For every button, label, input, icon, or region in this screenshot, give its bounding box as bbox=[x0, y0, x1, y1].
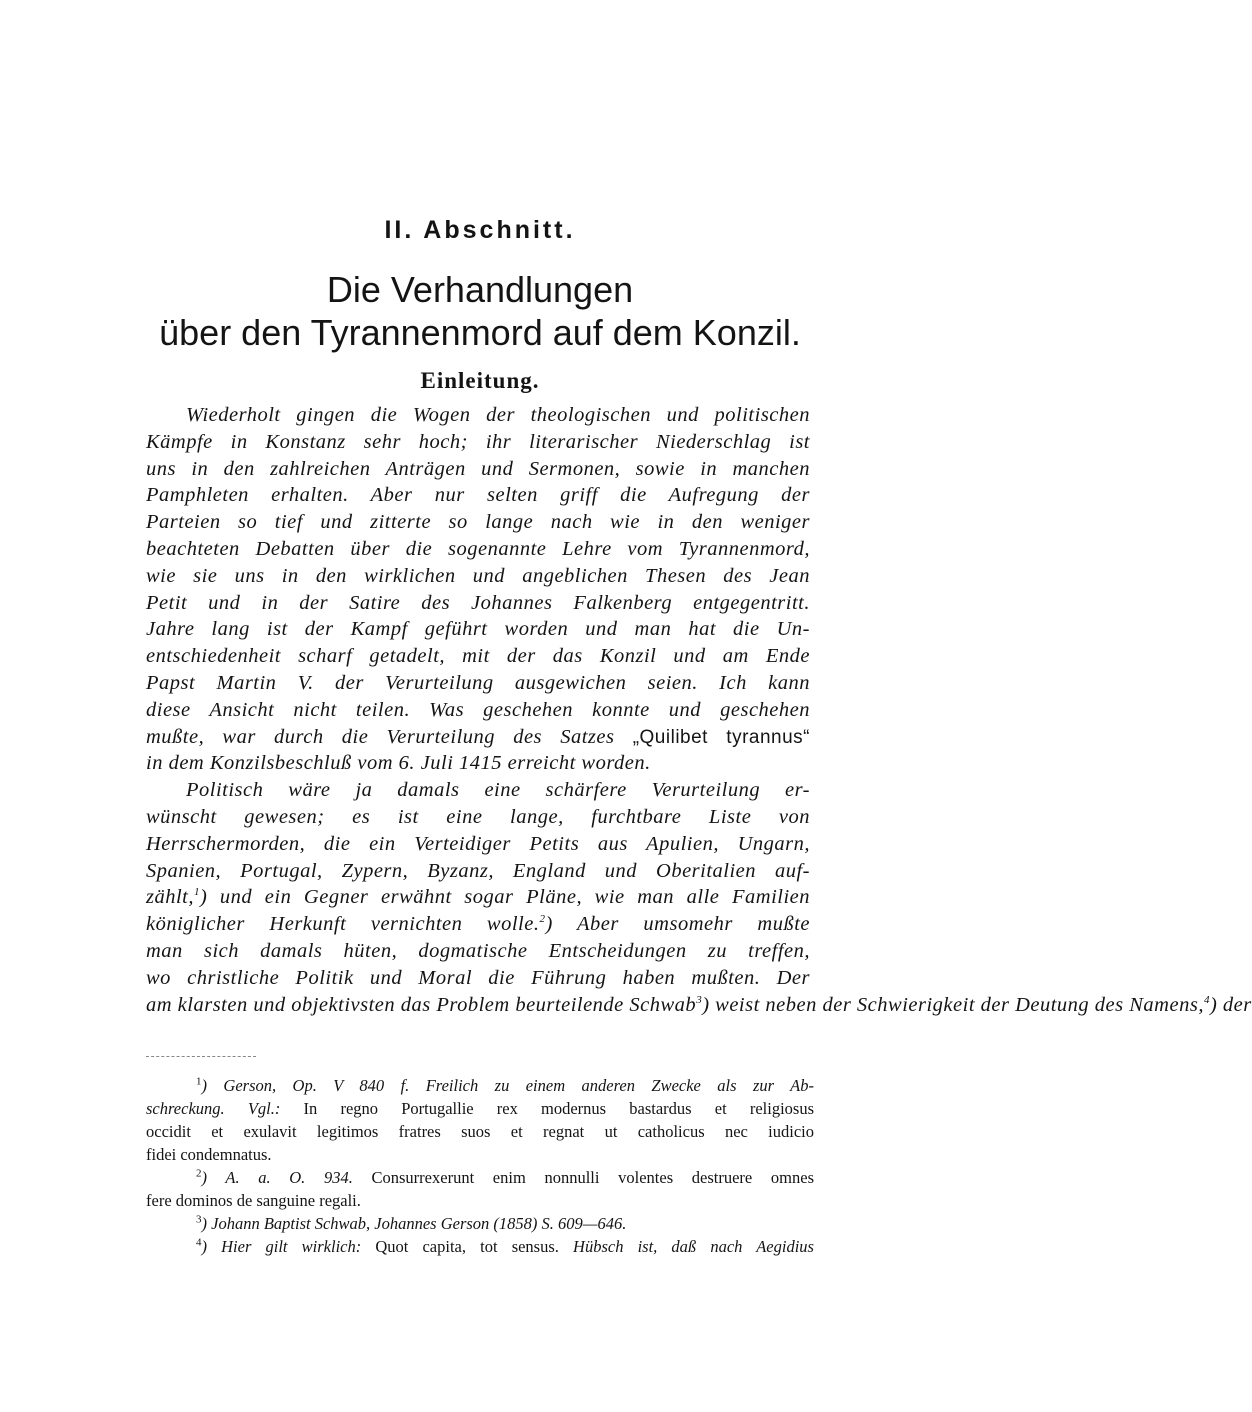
footnote-ref: 4 bbox=[1203, 993, 1210, 1006]
body-line: Pamphleten erhalten. Aber nur selten griff die Aufregung der bbox=[146, 484, 810, 507]
body-line: Jahre lang ist der Kampf geführt worden und man hat die Un- bbox=[146, 618, 810, 641]
body-line: Wiederholt gingen die Wogen der theologischen und politischen bbox=[186, 404, 810, 426]
footnote-ref: 2 bbox=[539, 913, 546, 926]
footnote-text: Consurrexerunt enim nonnulli volentes destruere omnes bbox=[352, 1168, 814, 1187]
footnote-mark: 1 bbox=[196, 1075, 202, 1088]
footnote-1 bbox=[146, 1074, 814, 1097]
body-line-part: zählt, bbox=[146, 886, 194, 909]
body-line-part: ) Aber umsomehr mußte bbox=[545, 913, 810, 936]
body-line: diese Ansicht nicht teilen. Was geschehen konnte und geschehen bbox=[146, 698, 810, 721]
footnote-divider bbox=[146, 1056, 256, 1057]
footnote-text: schreckung. Vgl.: bbox=[146, 1099, 281, 1118]
body-line: wo christliche Politik und Moral die Führung haben mußten. Der bbox=[146, 966, 810, 989]
body-line bbox=[146, 911, 810, 938]
body-text bbox=[146, 402, 1252, 1018]
footnote-text: Hübsch ist, daß nach Aegidius bbox=[558, 1237, 814, 1256]
body-line: Herrschermorden, die ein Verteidiger Petits aus Apulien, Ungarn, bbox=[146, 832, 810, 855]
footnote-text: Quot capita, tot sensus. bbox=[361, 1237, 559, 1256]
body-line-part: ) weist neben der Schwierigkeit der Deutung des Namens, bbox=[702, 993, 1204, 1016]
body-line: Papst Martin V. der Verurteilung ausgewichen seien. Ich kann bbox=[146, 671, 810, 694]
footnote-mark: 2 bbox=[196, 1167, 202, 1180]
footnote-1-cont bbox=[146, 1097, 814, 1120]
body-line: entschiedenheit scharf getadelt, mit der das Konzil und am Ende bbox=[146, 645, 810, 668]
chapter-title-line-1: Die Verhandlungen bbox=[326, 269, 634, 310]
footnote-text: In regno Portugallie rex modernus bastardus et religiosus bbox=[280, 1099, 814, 1118]
footnote-2-cont: fere dominos de sanguine regali. bbox=[146, 1191, 361, 1210]
body-line: Petit und in der Satire des Johannes Falkenberg entgegentritt. bbox=[146, 591, 810, 614]
quoted-phrase: „Quilibet tyrannus“ bbox=[632, 726, 811, 748]
footnote-2 bbox=[146, 1166, 814, 1189]
body-line-part: königlicher Herkunft vernichten wolle. bbox=[146, 913, 540, 936]
footnote-text: ) Johann Baptist Schwab, Johannes Gerson (1858) S. 609—646. bbox=[201, 1214, 627, 1233]
body-line bbox=[146, 724, 810, 751]
footnote-text: ) Hier gilt wirklich: bbox=[201, 1237, 362, 1256]
body-line: wünscht gewesen; es ist eine lange, furchtbare Liste von bbox=[146, 805, 810, 828]
body-line-part: ) und ein Gegner erwähnt sogar Pläne, wie man alle Familien bbox=[200, 886, 810, 909]
body-line: beachteten Debatten über die sogenannte Lehre vom Tyrannenmord, bbox=[146, 537, 810, 560]
subheading: Einleitung. bbox=[420, 368, 540, 393]
chapter-title-line-2: über den Tyrannenmord auf dem Konzil. bbox=[159, 312, 801, 353]
footnote-text: ) Gerson, Op. V 840 f. Freilich zu einem anderen Zwecke als zur Ab- bbox=[201, 1076, 814, 1095]
footnote-4 bbox=[146, 1235, 814, 1258]
body-line-part: mußte, war durch die Verurteilung des Satzes bbox=[146, 725, 615, 748]
body-line-part: am klarsten und objektivsten das Problem beurteilende Schwab bbox=[146, 993, 697, 1016]
footnote-mark: 4 bbox=[196, 1236, 202, 1249]
footnote-mark: 3 bbox=[196, 1213, 202, 1226]
body-line bbox=[146, 884, 810, 911]
body-line: wie sie uns in den wirklichen und angeblichen Thesen des Jean bbox=[146, 564, 810, 587]
footnote-ref: 3 bbox=[696, 993, 703, 1006]
body-line: man sich damals hüten, dogmatische Entscheidungen zu treffen, bbox=[146, 939, 810, 962]
footnote-3 bbox=[146, 1212, 814, 1235]
section-heading: II. Abschnitt. bbox=[384, 216, 576, 244]
footnote-text: ) A. a. O. 934. bbox=[201, 1168, 353, 1187]
body-line: Politisch wäre ja damals eine schärfere Verurteilung er- bbox=[186, 779, 810, 802]
body-line bbox=[146, 992, 1252, 1019]
footnote-1-cont: occidit et exulavit legitimos fratres suos et regnat ut catholicus nec iudicio bbox=[146, 1122, 814, 1141]
body-line: Spanien, Portugal, Zypern, Byzanz, England und Oberitalien auf- bbox=[146, 859, 810, 882]
body-line: Kämpfe in Konstanz sehr hoch; ihr literarischer Niederschlag ist bbox=[146, 430, 810, 453]
body-line-part: ) der bbox=[1209, 993, 1252, 1016]
footnote-ref: 1 bbox=[194, 886, 200, 899]
body-line: Parteien so tief und zitterte so lange nach wie in den weniger bbox=[146, 511, 810, 534]
footnote-1-cont: fidei condemnatus. bbox=[146, 1145, 272, 1164]
footnotes bbox=[146, 1074, 814, 1258]
body-line: in dem Konzilsbeschluß vom 6. Juli 1415 erreicht worden. bbox=[146, 752, 651, 775]
body-line: uns in den zahlreichen Anträgen und Sermonen, sowie in manchen bbox=[146, 457, 810, 480]
